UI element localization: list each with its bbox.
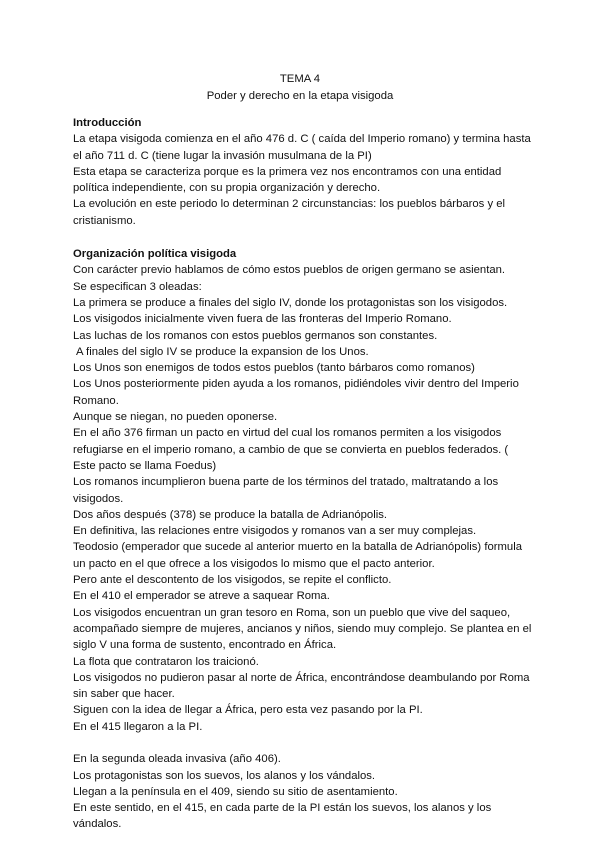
- paragraph: En definitiva, las relaciones entre visigodos y romanos van a ser muy complejas.: [73, 525, 477, 538]
- paragraph: La evolución en este periodo lo determinan 2 circunstancias: los pueblos bárbaros y el cristianismo.: [73, 198, 506, 227]
- section-heading: Organización política visigoda: [73, 248, 237, 261]
- paragraph: La etapa visigoda comienza en el año 476 d. C ( caída del Imperio romano) y termina hasta el año 711 d. C (tiene lugar la invasión musulmana de la PI): [73, 133, 531, 162]
- spacer: [73, 229, 533, 246]
- paragraph: Los Unos son enemigos de todos estos pueblos (tanto bárbaros como romanos): [73, 362, 475, 375]
- paragraph: Teodosio (emperador que sucede al anterior muerto en la batalla de Adrianópolis) formula un pacto en el que ofrece a los visigodos lo mismo que el pacto anterior.: [73, 541, 523, 570]
- document-body: [73, 115, 533, 833]
- spacer: [73, 735, 533, 751]
- topic-label: TEMA 4: [279, 73, 321, 85]
- section-heading: Introducción: [73, 117, 142, 129]
- paragraph: Los romanos incumplieron buena parte de los términos del tratado, maltratando a los visigodos.: [73, 476, 499, 505]
- paragraph: Dos años después (378) se produce la batalla de Adrianópolis.: [73, 508, 388, 521]
- paragraph: En el año 376 firman un pacto en virtud del cual los romanos permiten a los visigodos refugiarse en el imperio romano, a cambio de que se convierta en pueblos federados. ( Este pacto se llama Foedus): [73, 427, 509, 472]
- paragraph: Llegan a la península en el 409, siendo su sitio de asentamiento.: [73, 785, 398, 798]
- paragraph: A finales del siglo IV se produce la expansion de los Unos.: [76, 345, 369, 358]
- section-organizacion: [73, 246, 533, 833]
- paragraph: Los protagonistas son los suevos, los alanos y los vándalos.: [73, 769, 376, 782]
- section-introduccion: [73, 115, 533, 229]
- paragraph: En la segunda oleada invasiva (año 406).: [73, 753, 281, 766]
- paragraph: La primera se produce a finales del siglo IV, donde los protagonistas son los visigodos.: [73, 296, 508, 309]
- paragraph: La flota que contrataron los traicionó.: [73, 655, 259, 668]
- paragraph: Las luchas de los romanos con estos pueblos germanos son constantes.: [73, 329, 438, 342]
- paragraph: En el 415 llegaron a la PI.: [73, 720, 203, 733]
- paragraph: Los visigodos encuentran un gran tesoro en Roma, son un pueblo que vive del saqueo, acompañado siempre de mujeres, ancianos y niños, siendo muy complejo. Se plantea en el siglo V una forma de sustento, encontrado en África.: [73, 606, 532, 652]
- paragraph: En el 410 el emperador se atreve a saquear Roma.: [73, 590, 330, 603]
- paragraph: Esta etapa se caracteriza porque es la primera vez nos encontramos con una entidad política independiente, con su propia organización y derecho.: [73, 165, 502, 195]
- paragraph: Los visigodos no pudieron pasar al norte de África, encontrándose deambulando por Roma sin saber que hacer.: [73, 671, 530, 701]
- document-header: [0, 71, 600, 105]
- paragraph: Siguen con la idea de llegar a África, pero esta vez pasando por la PI.: [73, 704, 423, 717]
- paragraph: En este sentido, en el 415, en cada parte de la PI están los suevos, los alanos y los vándalos.: [73, 802, 492, 831]
- paragraph: Pero ante el descontento de los visigodos, se repite el conflicto.: [73, 574, 392, 587]
- paragraph: Con carácter previo hablamos de cómo estos pueblos de origen germano se asientan.: [73, 264, 506, 277]
- paragraph: Se especifican 3 oleadas:: [73, 280, 202, 293]
- document-title: Poder y derecho en la etapa visigoda: [206, 90, 394, 102]
- paragraph: Los Unos posteriormente piden ayuda a los romanos, pidiéndoles vivir dentro del Imperio Romano.: [73, 378, 519, 407]
- paragraph: Los visigodos inicialmente viven fuera de las fronteras del Imperio Romano.: [73, 313, 452, 326]
- paragraph: Aunque se niegan, no pueden oponerse.: [73, 411, 278, 424]
